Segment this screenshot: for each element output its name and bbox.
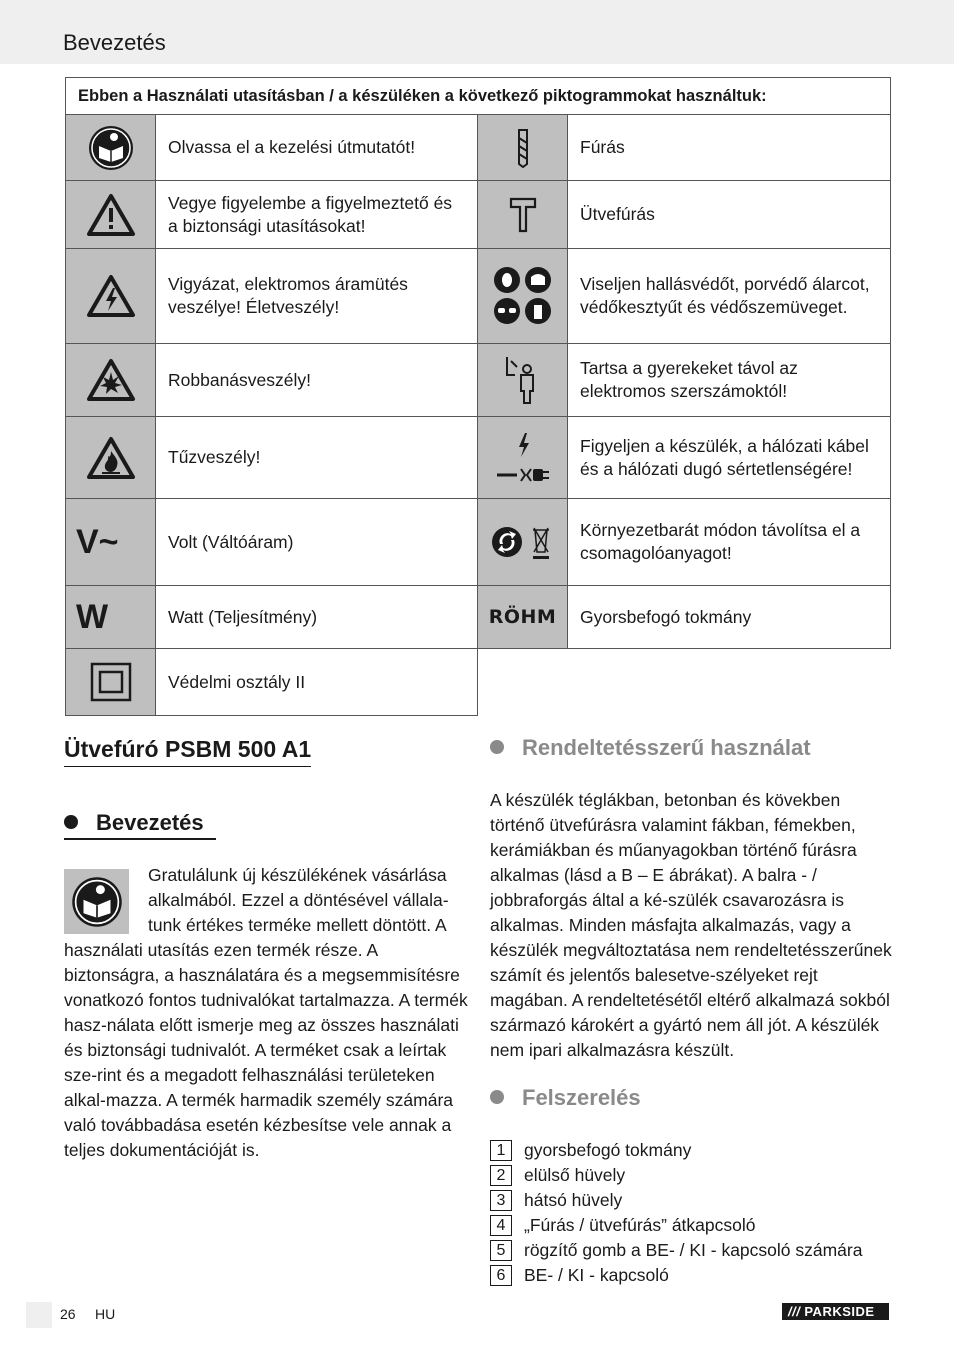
table-row bbox=[66, 249, 891, 344]
hammer-icon bbox=[478, 181, 568, 249]
protective-equipment-icon bbox=[478, 249, 568, 344]
intro-paragraph-start: Gratulálunk új készülékének vásárlása alkalmából. Ezzel a döntésével vállala-tunk értékes terméke mellett döntött. A bbox=[148, 865, 449, 935]
explosion-icon bbox=[66, 344, 156, 417]
table-cell-text: Vigyázat, elektromos áramütés veszélye! Életveszély! bbox=[156, 249, 478, 344]
recycle-icon bbox=[478, 499, 568, 586]
table-cell-text: Védelmi osztály II bbox=[156, 649, 478, 716]
table-cell-text: Ütvefúrás bbox=[568, 181, 891, 249]
usage-heading bbox=[490, 735, 811, 761]
rohm-logo-text: RÖHM bbox=[488, 606, 557, 628]
table-cell-text: Gyorsbefogó tokmány bbox=[568, 586, 891, 649]
read-manual-icon bbox=[64, 869, 129, 934]
brand-logo bbox=[782, 1303, 889, 1320]
list-item bbox=[490, 1188, 910, 1213]
usage-paragraph: A készülék téglákban, betonban és kövekben történő ütvefúrásra valamint fákban, fémekben, kerámiákban és műanyagokban történő fúrásra alkalmas (lásd a B – E ábrákat). A balra - / jobbraforgás által a ké-szülék csavarozásra is alkalmas. Minden másfajta alkalmazás, vagy a készülék megváltoztatása nem rendeltetésszerűnek számít és jelentős balesetve-szélyeket rejt magában. A rendeltetésétől eltérő alkalmazá sokból származó károkért a gyártó nem áll jót. A készülék nem ipari alkalmazásra készült. bbox=[490, 790, 892, 1060]
volt-ac-icon bbox=[66, 499, 156, 586]
warning-triangle-icon bbox=[66, 181, 156, 249]
intro-heading-text: Bevezetés bbox=[96, 810, 204, 835]
damaged-cable-icon bbox=[478, 417, 568, 499]
volt-symbol: V~ bbox=[76, 522, 119, 561]
item-number: 1 bbox=[490, 1140, 512, 1161]
language-code: HU bbox=[95, 1306, 116, 1322]
table-cell-text: Fúrás bbox=[568, 115, 891, 181]
table-cell-text: Viseljen hallásvédőt, porvédő álarcot, védőkesztyűt és védőszemüveget. bbox=[568, 249, 891, 344]
bullet-icon bbox=[64, 815, 78, 829]
table-row bbox=[66, 344, 891, 417]
equipment-heading bbox=[490, 1085, 641, 1111]
item-number: 6 bbox=[490, 1265, 512, 1286]
empty-cell bbox=[478, 649, 891, 716]
item-number: 4 bbox=[490, 1215, 512, 1236]
bullet-icon bbox=[490, 1090, 504, 1104]
protection-class-ii-icon bbox=[66, 649, 156, 716]
intro-paragraph: használati utasítás ezen termék része. A biztonságra, a használatára és a megsemmisítésre vonatkozó fontos tudnivalókat tartalmazza. A termék hasz-nálata előtt ismerje meg az összes használati és biztonsági tudnivalót. A terméket csak a leírtak sze-rint és a megadott felhasználási területeken alkal-mazza. A termék harmadik személy számára való továbbadása esetén kézbesítse vele annak a teljes dokumentációját is. bbox=[64, 940, 468, 1160]
table-row bbox=[66, 586, 891, 649]
list-item bbox=[490, 1138, 910, 1163]
read-manual-icon bbox=[66, 115, 156, 181]
page-number: 26 bbox=[60, 1306, 76, 1322]
list-item bbox=[490, 1263, 910, 1288]
footer-marker bbox=[26, 1302, 52, 1328]
list-item bbox=[490, 1163, 910, 1188]
watt-icon bbox=[66, 586, 156, 649]
table-row bbox=[66, 649, 891, 716]
page-title: Bevezetés bbox=[63, 30, 166, 55]
intro-heading bbox=[64, 810, 204, 836]
fire-icon bbox=[66, 417, 156, 499]
rohm-logo-icon bbox=[478, 586, 568, 649]
table-cell-text: Figyeljen a készülék, a hálózati kábel és a hálózati dugó sértetlenségére! bbox=[568, 417, 891, 499]
equipment-list bbox=[490, 1138, 910, 1288]
table-cell-text: Watt (Teljesítmény) bbox=[156, 586, 478, 649]
item-number: 2 bbox=[490, 1165, 512, 1186]
model-title: Ütvefúró PSBM 500 A1 bbox=[64, 736, 311, 767]
watt-symbol: W bbox=[76, 597, 109, 636]
list-item bbox=[490, 1213, 910, 1238]
item-number: 5 bbox=[490, 1240, 512, 1261]
bullet-icon bbox=[490, 740, 504, 754]
table-cell-text: Volt (Váltóáram) bbox=[156, 499, 478, 586]
table-cell-text: Vegye figyelembe a figyelmeztető és a biztonsági utasításokat! bbox=[156, 181, 478, 249]
item-label: rögzítő gomb a BE- / KI - kapcsoló számára bbox=[524, 1240, 863, 1260]
item-label: „Fúrás / ütvefúrás” átkapcsoló bbox=[524, 1215, 756, 1235]
table-cell-text: Olvassa el a kezelési útmutatót! bbox=[156, 115, 478, 181]
item-label: elülső hüvely bbox=[524, 1165, 626, 1185]
electric-shock-icon bbox=[66, 249, 156, 344]
brand-name: PARKSIDE bbox=[804, 1304, 875, 1319]
item-label: BE- / KI - kapcsoló bbox=[524, 1265, 669, 1285]
usage-heading-text: Rendeltetésszerű használat bbox=[522, 735, 811, 760]
equipment-heading-text: Felszerelés bbox=[522, 1085, 641, 1110]
item-label: hátsó hüvely bbox=[524, 1190, 623, 1210]
table-row bbox=[66, 417, 891, 499]
item-label: gyorsbefogó tokmány bbox=[524, 1140, 692, 1160]
table-cell-text: Tűzveszély! bbox=[156, 417, 478, 499]
table-row bbox=[66, 115, 891, 181]
table-cell-text: Tartsa a gyerekeket távol az elektromos szerszámoktól! bbox=[568, 344, 891, 417]
heading-underline bbox=[64, 838, 216, 840]
table-heading: Ebben a Használati utasításban / a készüléken a következő piktogrammokat használtuk: bbox=[66, 78, 891, 115]
table-cell-text: Környezetbarát módon távolítsa el a csomagolóanyagot! bbox=[568, 499, 891, 586]
brand-stripes: /// bbox=[788, 1304, 801, 1319]
table-cell-text: Robbanásveszély! bbox=[156, 344, 478, 417]
table-row bbox=[66, 499, 891, 586]
pictogram-table bbox=[65, 77, 891, 716]
list-item bbox=[490, 1238, 910, 1263]
keep-children-away-icon bbox=[478, 344, 568, 417]
drill-bit-icon bbox=[478, 115, 568, 181]
item-number: 3 bbox=[490, 1190, 512, 1211]
table-row bbox=[66, 181, 891, 249]
